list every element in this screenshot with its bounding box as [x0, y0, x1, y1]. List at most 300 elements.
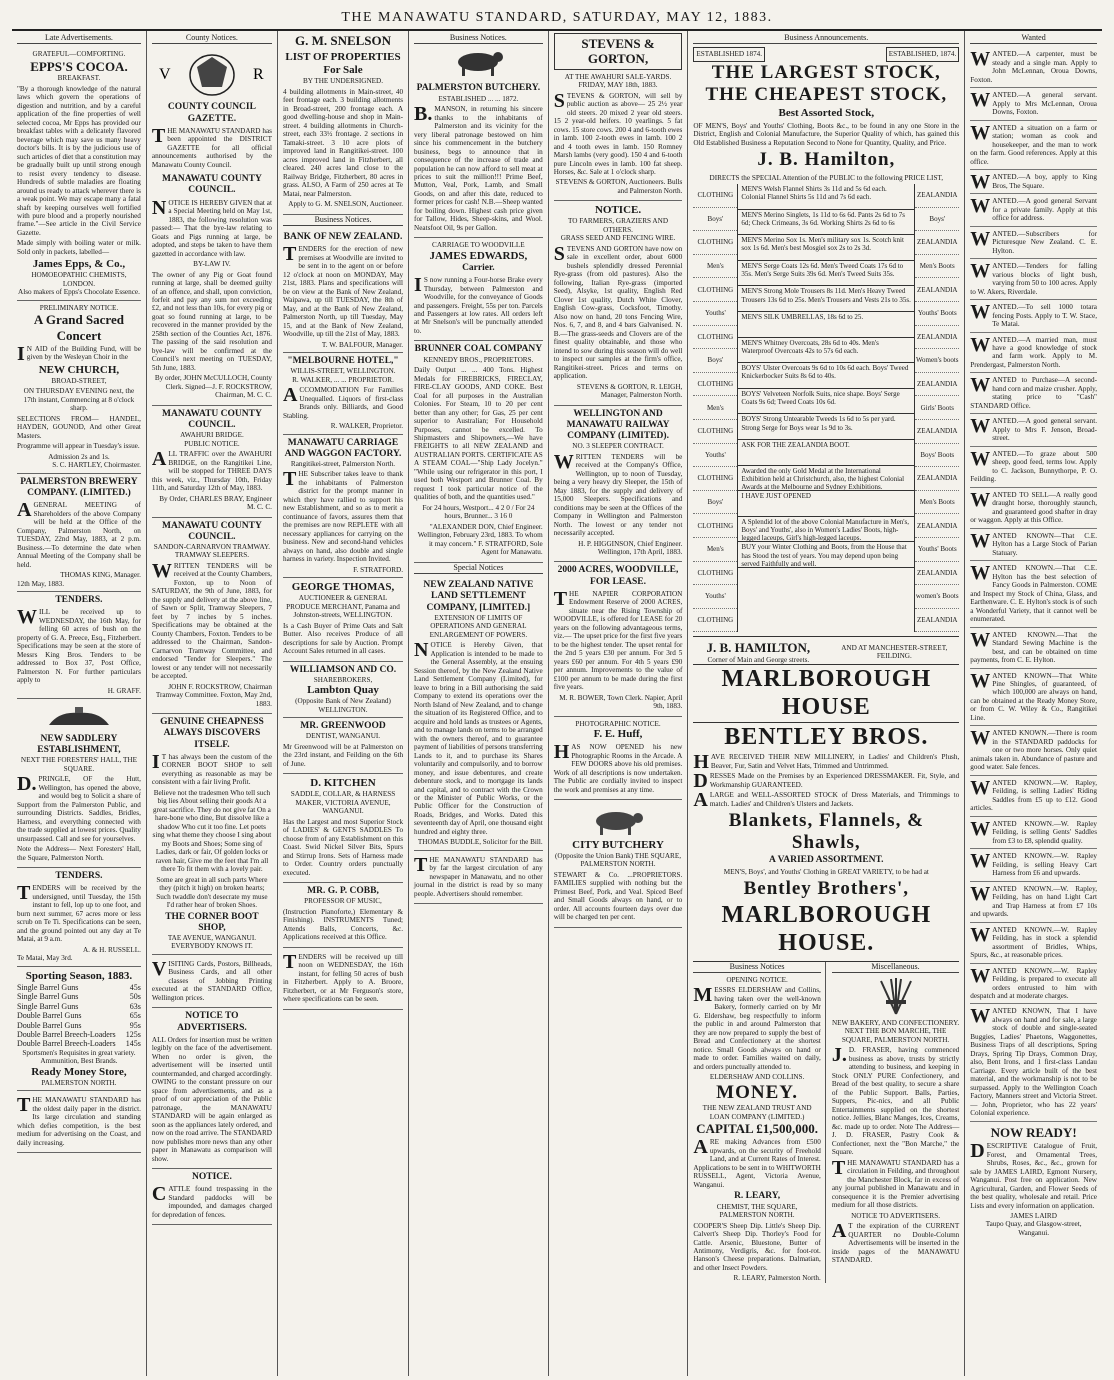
- sleepers-title: TRAMWAY SLEEPERS.: [174, 551, 249, 560]
- zealandia-label: ZEALANDIA: [915, 467, 959, 491]
- clothing-label: Youths': [693, 444, 737, 468]
- huff-photo-ad: [554, 717, 683, 800]
- zealandia-label: ZEALANDIA: [915, 514, 959, 538]
- properties-by: BY THE UNDERSIGNED.: [302, 77, 384, 86]
- wanted-item: WANTED.—To graze about 500 sheep, good feed, terms low. Apply to C. Jackson, Bunnythorpe, P. O. Feilding.: [970, 447, 1097, 488]
- bakery-title: NEW BAKERY, AND CONFECTIONERY.: [831, 1018, 960, 1027]
- tenders-body: WILL be received up to WEDNESDAY, the 16th May, for felling 60 acres of bush on the property of G. A. Preece, Esq., Fitzherbert. Specifications may be seen at the store of Messrs King Bros. Tenders to be addressed to Box 37, Post Office, Palmerston N. For further particulars apply to: [17, 606, 141, 685]
- gun-price: 65s: [129, 1011, 141, 1021]
- wanted-item: WANTED KNOWN.—W. Rapley, Feilding, has on hand Light Cart and Trap Harness at from £7 10s and upwards.: [970, 882, 1097, 923]
- gun-name: Double Barrel Breech-Loaders: [17, 1039, 116, 1049]
- woodville-carrier-ad: [414, 238, 543, 341]
- wanted-item: WANTED KNOWN.—That C.E. Hylton has the best selection of Fancy Goods in Palmerston. COME and Inspect my Stock of China, Glass, and Earthenware. C. E. Hylton's stock is of such a Wonderful Variety, that it cannot well be enumerated.: [970, 561, 1097, 627]
- column-stevens-gorton: [549, 31, 689, 1376]
- fraser-column: [832, 962, 959, 1283]
- city-butchery-ad: [554, 800, 683, 928]
- svg-text:R: R: [252, 66, 264, 84]
- established-right: ESTABLISHED, 1874.: [886, 47, 960, 61]
- trust-body: ARE making Advances from £500 upwards, on the security of Freehold Land, and at Current Rates of Interest. Applications to be sent in to WHITWORTH RUSSELL, Agent, Victoria Avenue, Wanganui.: [693, 1136, 821, 1189]
- column-heading: County Notices.: [152, 33, 272, 44]
- cheapness-body: IT has always been the custom of the CORNER BOOT SHOP to sell everything as reasonable as may be consistent with a fair living Profit.: [151, 750, 272, 787]
- carrier-title: Carrier.: [462, 262, 495, 273]
- carriage-title: MANAWATU CARRIAGE AND WAGGON FACTORY.: [284, 437, 402, 459]
- sporting-ammunition: Ammunition, Best Brands.: [40, 1057, 118, 1066]
- masthead: THE MANAWATU STANDARD, SATURDAY, MAY 12, 1883.: [12, 0, 1102, 31]
- concert-signature: S. C. HARTLEY, Choirmaster.: [52, 461, 141, 470]
- epps-kicker: GRATEFUL—COMFORTING.: [32, 50, 126, 59]
- melbourne-signature: R. WALKER, Proprietor.: [330, 422, 404, 431]
- large-stock-body: ALARGE and WELL-ASSORTED STOCK of Dress Materials, and Trimmings to match. Ladies' and Children's Ulsters and Jackets.: [693, 789, 960, 812]
- clothing-label: Youths': [693, 302, 737, 326]
- brewery-signature: THOMAS KING, Manager.: [60, 571, 141, 580]
- wanted-item: WANTED.—A boy, apply to King Bros, The Square.: [970, 171, 1097, 194]
- mcc-body: NOTICE IS HEREBY GIVEN that at a Special Meeting held on May 1st, 1883, the following resolution was passed:— That the bye-law relating to Goats and Pigs running at large, be adopted, and steps be taken to have them gazetted in accordance with law.: [151, 196, 272, 258]
- melbourne-hotel-ad: [283, 353, 403, 435]
- established-row: [693, 47, 959, 61]
- price-rows: [737, 184, 915, 632]
- gun-name: Double Barrel Guns: [17, 1020, 82, 1030]
- opening-body: MESSRS ELDERSHAW and Collins, having taken over the well-known Bakery, formerly carried on by Mr G. Eldershaw, beg respectfully to inform the public in and around Palmerston that they are now prepared to supply the best of Bread and Confectionery at the shortest notice. Small Goods always on hand or made to order. Families waited on daily, and orders punctually attended to.: [693, 984, 821, 1071]
- zealandia-label: Men's Boots: [915, 255, 959, 279]
- cattle-body: CATTLE found trespassing in the Standard paddocks will be impounded, and damages charged for depredation of fences.: [151, 1183, 272, 1219]
- price-row: MEN'S Merino Singlets, 1s 11d to 6s 6d. Pants 2s 6d to 7s 6d; Check Crimeans, 3s 6d. Working Shirts 2s 6d to 6s: [738, 210, 914, 236]
- mcc3-title: MANAWATU COUNTY COUNCIL.: [162, 520, 262, 542]
- brewery-ad: [17, 474, 141, 592]
- clothing-label: Men's: [693, 538, 737, 562]
- brunner-signature: "ALEXANDER DON, Chief Engineer. Wellington, February 23rd, 1883. To whom it may concern." F. STRATFORD, Sole Agent for Manawatu.: [417, 522, 543, 557]
- notice-title: NOTICE.: [594, 204, 642, 217]
- largest-stock: THE LARGEST STOCK,: [711, 61, 941, 83]
- native-body: NOTICE is Hereby Given, that Application is intended to be made to the General Assembly, at the ensuing Session thereof, by the New Zealand Native Land Settlement Company (Limited), for leave to bring in a Bill authorising the said Company to extend its operations over the North Island of New Zealand, and to change the situation of its Registered Office, and to acquire and hold lands as trustees or Agents, and to manage lands on terms to be arranged with the owners thereof, and to guarantee payment of liabilities of persons transferring Lands to it, and to purchase its Shares voluntarily and compulsorily, and to borrow money, and issue debentures, and create debenture stock, and to mortgage its lands and capital, and to contract with the Crown or the Minister of Public Works, or the Public Officer for the Construction of Roads, Bridges, and Works. Dated this seventeenth day of April, one thousand eight hundred and eighty three.: [414, 639, 543, 836]
- railway-title: WELLINGTON AND MANAWATU RAILWAY COMPANY (LIMITED).: [566, 408, 670, 441]
- palmerston-butchery-ad: [414, 80, 543, 238]
- lease-title: 2000 ACRES, WOODVILLE, FOR LEASE.: [557, 565, 679, 587]
- ox-illustration: [554, 806, 683, 836]
- clothing-label: CLOTHING: [693, 514, 737, 538]
- native-land-ad: [414, 577, 543, 851]
- gun-row: [17, 1011, 141, 1020]
- epps-firm: James Epps, & Co.,: [32, 258, 126, 271]
- jbh-name: J. B. HAMILTON,: [706, 640, 811, 656]
- city-location: (Opposite the Union Bank) THE SQUARE, PALMERSTON NORTH.: [555, 852, 682, 869]
- felling-tenders-ad: [283, 948, 403, 1010]
- leary-sub: CHEMIST, THE SQUARE, PALMERSTON NORTH.: [716, 1202, 798, 1220]
- wanted-item: WANTED.—A married man, must have a good knowledge of stock and farm work. Apply to M. Prendergast, Palmerston North.: [970, 333, 1097, 374]
- established-left: ESTABLISHED 1874.: [693, 47, 765, 61]
- grass-seed-ad: [554, 201, 683, 405]
- thomas-title: GEORGE THOMAS,: [291, 581, 395, 594]
- clothing-label: CLOTHING: [693, 609, 737, 633]
- wanted-item: WANTED.—A good general Servant for a private family. Apply at this office for address.: [970, 194, 1097, 226]
- price-row: I HAVE JUST OPENED: [738, 491, 914, 517]
- clothing-label: Youths': [693, 585, 737, 609]
- properties-signature: Apply to G. M. SNELSON, Auctioneer.: [288, 200, 404, 209]
- mcc-signature: By order, JOHN McCULLOCH, County Clerk. Signed—J. F. ROCKSTROW, Chairman, M. C. C.: [154, 374, 272, 400]
- royal-crest-illustration: [152, 47, 272, 99]
- directs: DIRECTS the SPECIAL Attention of the PUBLIC to the following PRICE LIST,: [709, 173, 944, 182]
- zealandia-labels: [915, 184, 959, 632]
- tenders2-body: TENDERS will be received by the undersigned, until Tuesday, the 15th instant to fell, lop up to one foot, and burn next summer, 67 acres more or less scrub on Te Ti. Specifications can be seen, and the ground pointed out any day at Te Matai, at 9 a.m.: [17, 882, 141, 944]
- thomas-sub: AUCTIONEER & GENERAL PRODUCE MERCHANT, Panama and Johnston-streets, WELLINGTON.: [286, 594, 400, 620]
- native-extension: EXTENSION OF LIMITS OF OPERATIONS AND GENERAL ENLARGEMENT OF POWERS.: [429, 613, 528, 639]
- williamson-sub: SHAREBROKERS,: [313, 675, 373, 684]
- boot-poem: Believe not the tradesmen Who tell such big lies About selling their goods At a great sacrifice. They do not give fat On a hare-bone who dine, But dissolve like a shadow Who cut it too fine. Let poets sing what theme they choose I sing about my Boots and Shoes; Some sing of Ladies, dark or fair, Of golden locks or raven hair, Give me the feet that I'm all there To fit them with a lovely pair.: [152, 788, 272, 874]
- price-row: Awarded the only Gold Medal at the International Exhibition held at Christchurch, also, the highest Colonial Awards at the Melbourne and Sydney Exhibitions.: [738, 466, 914, 492]
- grass-signature: STEVENS & GORTON, R. LEIGH, Manager, Palmerston North.: [576, 382, 683, 400]
- wanted-item: WANTED KNOWN.—W. Rapley Feilding, has in stock a splendid assortment of Bridles, Whips, Spurs, &c., at reasonable prices.: [970, 923, 1097, 964]
- leary-title: R. LEARY,: [734, 1191, 781, 1202]
- gun-price: 50s: [129, 992, 141, 1002]
- brewery-body: AGENERAL MEETING of Shareholders of the above Company will be held at the Office of the Company, Palmerston North, on TUESDAY, 22nd May, 1883, at 2 p.m. Business.—To determine the date when Annual Meeting of the Company shall be held.: [17, 499, 141, 569]
- notice-to-advertisers: [152, 1008, 272, 1169]
- bentley-body: HAVE RECEIVED THEIR NEW MILLINERY, in Ladies' and Children's Plush, Beaver, Fur, Satin and Velvet Hats, Trimmed and Untrimmed.: [693, 751, 960, 774]
- wanted-item: WANTED KNOWN.—That the Standard Sewing Machine is the best, and can be obtained on time payments, from C. E. Hylton.: [970, 628, 1097, 669]
- butchery-title: PALMERSTON BUTCHERY.: [416, 83, 541, 94]
- greenwood-sub: DENTIST, WANGANUI.: [305, 732, 381, 741]
- lambton-title: Lambton Quay: [307, 684, 379, 697]
- leary-body: COOPER'S Sheep Dip. Little's Sheep Dip. Calvert's Sheep Dip. Thorley's Food for Cattle. Arsenic, Bluestone, Butter of Antimony, Verdigris, &c. for foot-rot. Hanson's Cheese preparations. Dalmatian, and other Insect Powders.: [693, 1221, 821, 1272]
- zealandia-label: women's Boots: [915, 585, 959, 609]
- grass-body: STEVENS AND GORTON have now on sale in excellent order, about 6000 bushels splendidly dressed Perennial Rye-grass (from old pastures). Also the following, Italian Rye-grass (imported Seed), Alsyke, 1st quality, English Red Clover 1st quality, Dutch White Clover, English Cow-grass, Cocksfoot, Timothy. Also now on hand, 20 tons Fencing Wire, Nos. 6, 7, and 8, and 4 bars Galvanised. N. B.—The grass-seeds and Clovers are of the finest quality obtainable, and those who intend to sow during this season will do well to inspect our samples at the firm's office, Rangitikei-street. Prices and terms on application.: [553, 242, 683, 381]
- kitchen-sub: SADDLE, COLLAR, & HARNESS MAKER, VICTORIA AVENUE, WANGANUI.: [290, 790, 396, 816]
- column-late-advertisements: [12, 31, 147, 1376]
- concert-admission: Admission 2s and 1s.: [48, 452, 110, 461]
- gun-row: [17, 1030, 141, 1039]
- wanted-item: WANTED to Purchase—A second-hand corn and maize crusher. Apply, stating price to "Cash" STANDARD Office.: [970, 373, 1097, 414]
- woodville-title: CARRIAGE TO WOODVILLE: [432, 241, 525, 250]
- saddlery-body: D.PRINGLE, OF the Hutt, Wellington, has opened the above, and would beg to Solicit a share of Support from the Palmerston Public, and surrounding Districts. Saddles, Bridles, Harness, and everything connected with the trade supplied at lowest prices. Quality unsurpassed. Call and see for yourselves.: [17, 773, 141, 843]
- epps-firm2: HOMOEOPATHIC CHEMISTS, LONDON.: [31, 271, 127, 288]
- gun-row: [17, 992, 141, 1001]
- feilding-circulation: THE MANAWATU STANDARD has a circulation in Feilding, and throughout the Manchester Block, far in excess of any journal published in Manawatu and in consequence it is the Premier advertising medium for all those districts.: [831, 1156, 960, 1210]
- zealandia-label: ZEALANDIA: [915, 420, 959, 444]
- railway-contract: NO. 3 SLEEPER CONTRACT.: [572, 442, 664, 451]
- butchery-established: ESTABLISHED ... ... 1872.: [438, 94, 519, 103]
- column-wanted: [965, 31, 1102, 1376]
- jbh-footer: [693, 636, 959, 664]
- clothing-label: Men's: [693, 396, 737, 420]
- zealandia-label: Girls' Boots: [915, 396, 959, 420]
- awahuri-sale-ad: [554, 70, 683, 202]
- tenders2-ad: [17, 868, 141, 967]
- sporting-title: Sporting Season, 1883.: [25, 969, 133, 982]
- wanted-item: WANTED KNOWN.—W. Rapley, Feilding, is selling Ladies' Riding Saddles from £5 up to £12. Good articles.: [970, 776, 1097, 817]
- railway-body: WRITTEN TENDERS will be received at the Company's Office, Wellington, up to noon of Tuesday, being a very heavy dry Sleeper, the 15th of May 1883, for the supply and delivery of 15,000 Sleepers. Specifications and conditions may be seen at the Offices of the Company in Wellington and Palmerston North. The lowest or any tender not necessarily accepted.: [553, 450, 683, 538]
- ready-money-store-location: PALMERSTON NORTH.: [41, 1078, 117, 1087]
- bottom-sub-columns: [693, 961, 959, 1283]
- brewery-title: PALMERSTON BREWERY COMPANY. (LIMITED.): [20, 476, 138, 498]
- williamson-title: WILLIAMSON AND CO.: [289, 664, 397, 675]
- standard-readership-body: THE MANAWATU STANDARD has by far the largest circulation of any newspaper in Manawatu, and no other journal in the district is read by so many people. Advertisers should remember.: [414, 853, 543, 898]
- nz-trust: THE NEW ZEALAND TRUST AND LOAN COMPANY (LIMITED.): [702, 1104, 812, 1121]
- felling-tenders-body: TENDERS will be received up till noon on WEDNESDAY, the 16th instant, for felling 50 acres of bush in Fitzherbert. Apply to A. Broore, Fitzherbert, or at Mr Ferguson's store, where specifications can be seen.: [282, 950, 404, 1004]
- zealandia-label: Boys' Boots: [915, 444, 959, 468]
- price-list-table: [693, 184, 959, 632]
- varied-assortment: A VARIED ASSORTMENT.: [769, 854, 884, 865]
- cheapest-stock: THE CHEAPEST STOCK,: [705, 84, 948, 106]
- visiting-cards-body: VISITING Cards, Postors, Billheads, Business Cards, and all other classes of Jobbing Printing executed at the STANDARD Office, Wellington prices.: [151, 957, 272, 1002]
- price-row: MEN'S Merino Sox 1s. Men's military sox 1s. Scotch knit sox 1s 6d. Men's best Mosgiel sox 2s to 2s 3d.: [738, 235, 914, 261]
- price-row: MEN'S Serge Coats 12s 6d. Men's Tweed Coats 17s 6d to 35s. Men's Serge Suits 39s 6d. Men's Tweed Suits 35s.: [738, 261, 914, 287]
- blankets-title: Blankets, Flannels, & Shawls,: [728, 809, 924, 854]
- cobb-sub: PROFESSOR OF MUSIC,: [304, 897, 382, 906]
- best-assorted: Best Assorted Stock,: [778, 106, 875, 119]
- zealandia-label: ZEALANDIA: [915, 184, 959, 208]
- opening-title: OPENING NOTICE.: [726, 975, 788, 984]
- concert-street: BROAD-STREET,: [51, 376, 107, 385]
- wanted-item: WANTED.—A good general servant. Apply to Mrs F. Jenson, Broad-street.: [970, 414, 1097, 446]
- advertisers-body-2: AT the expiration of the CURRENT QUARTER no Double-Column Advertisements will be inserted in the inside pages of the MANAWATU STANDARD.: [831, 1220, 960, 1265]
- woodville-lease-ad: [554, 562, 683, 716]
- business-notices-heading: Business Notices: [693, 962, 820, 973]
- column-business-notices: [409, 31, 549, 1376]
- melbourne-title: "MELBOURNE HOTEL,": [287, 355, 399, 366]
- wanted-item: WANTED.—To sell 1000 totara fencing Posts. Apply to T. W. Stace, Te Matai.: [970, 300, 1097, 332]
- corner-boot-shop-ad: [152, 714, 272, 955]
- tramway-body: WRITTEN TENDERS will be received at the County Chambers, Foxton, up to Noon of SATURDAY, the 9th of June, 1883, for the supply and delivery at the above line, of Sawn or Split, Tramway Sleepers, 7 feet by 7 inches by 5 inches. Specifications may be obtained at the County Chambers, Foxton. Tenders to be addressed to the Chairman, Sandon-Carnarvon Tramway Committee, and endorsed "Tender for Sleepers." The lowest or any tender will not necessarily be accepted.: [151, 559, 272, 681]
- gun-row: [17, 1039, 141, 1048]
- awahuri-body: ALL TRAFFIC over the AWAHURI BRIDGE, on the Rangitikei Line, will be stopped for THREE DAYS this week, viz., Thursday 10th, Friday 11th, and Saturday 12th of May, 1883.: [151, 448, 272, 493]
- ready-money-store-title: Ready Money Store,: [31, 1065, 127, 1078]
- column-heading: Late Advertisements.: [17, 33, 141, 44]
- clothing-label: CLOTHING: [693, 420, 737, 444]
- cobb-title: MR. G. P. COBB,: [307, 886, 379, 897]
- concert-body: IN AID of the Building Fund, will be given by the Wesleyan Choir in the: [17, 342, 141, 365]
- price-row: ASK FOR THE ZEALANDIA BOOT.: [738, 440, 914, 466]
- concert-when: ON THURSDAY EVENING next, the 17th instant, Commencing at 8 o'clock sharp.: [23, 387, 135, 413]
- sale-signature: STEVENS & GORTON, Auctioneers. Bulls and Palmerston North.: [555, 178, 683, 195]
- saddlery-location: NEXT THE FORESTERS' HALL, THE SQUARE.: [20, 756, 137, 773]
- wanted-item: WANTED.—Tenders for falling various blocks of light bush, varying from 50 to 100 acres. Apply to W. Akers, Riverdale.: [970, 259, 1097, 300]
- huff-body: HAS NOW OPENED his new Photographic Rooms in the Arcade. A FEW DOORS above his old premises. Work of all descriptions is now undertaken. The Public are cordially invited to inspect the work and premises at any time.: [553, 741, 683, 794]
- farmers-title: TO FARMERS, GRAZIERS AND OTHERS.: [568, 217, 669, 234]
- price-row: MEN'S Welsh Flannel Shirts 3s 11d and 5s 6d each. Colonial Flannel Shirts 5s 11d and 7s 6d each.: [738, 184, 914, 210]
- brunner-coal-ad: [414, 341, 543, 562]
- visiting-cards-ad: [152, 955, 272, 1008]
- properties-title: LIST OF PROPERTIES For Sale: [285, 51, 401, 77]
- tenders-title: TENDERS.: [55, 595, 103, 606]
- clothing-label: CLOTHING: [693, 184, 737, 208]
- wanted-list: [970, 47, 1097, 1121]
- epps-also: Also makers of Epps's Chocolate Essence.: [18, 288, 140, 297]
- gun-name: Single Barrel Guns: [17, 992, 79, 1002]
- kitchen-ad: [283, 774, 403, 883]
- wheatsheaf-illustration: [832, 976, 959, 1016]
- wanted-item: WANTED KNOWN, That I have always on hand and for sale, a large stock of double and single-seated Buggies, Ladies' Phaetons, Waggonettes, Business Traps of all descriptions, Spring Drays, Spring Tip Drays, Common Dray, also, Bent Irons, and 1 first-class Landau Carriage. Every article built of the best material, and the workmanship is not to be surpassed. Apply to the Wellington Coach Factory, Manners street and Victoria Street. — John, Proprietor, who has 22 years' Colonial experience.: [970, 1004, 1097, 1121]
- awahuri-bridge-notice: [152, 406, 272, 518]
- opening-signature: ELDERSHAW AND COLLINS.: [709, 1073, 805, 1082]
- jbh-and: AND AT MANCHESTER-STREET, FEILDING.: [841, 643, 948, 661]
- marlborough-title: MARLBOROUGH HOUSE: [693, 664, 959, 723]
- bnz-body: TENDERS for the erection of new premises at Woodville are invited to be sent in to the agent on or before 12 o'clock at noon on MONDAY, May 21st, 1883. Plans and specifications will be on view at the Bank of New Zealand, Waipawa, up till TUESDAY, the 8th of May, and at the Bank of New Zealand, Palmerston North, up till Tuesday, May 15, and at the Bank of New Zealand, Woodville, up till the 21st of May, 1883.: [282, 243, 404, 339]
- bentley-title: BENTLEY BROS.: [724, 723, 929, 750]
- bentley-brothers: Bentley Brothers',: [743, 878, 910, 900]
- mcc2-title: MANAWATU COUNTY COUNCIL.: [162, 408, 262, 431]
- wanted-item: WANTED a situation on a farm or station; woman as cook and housekeeper, and the man to work on the farm. Good references. Apply at this office.: [970, 121, 1097, 170]
- bull-illustration: [414, 47, 543, 77]
- column-heading: Wanted: [970, 33, 1097, 44]
- clothing-label: Boys': [693, 491, 737, 515]
- gun-price: 63s: [129, 1001, 141, 1011]
- column-business-announcements: [688, 31, 965, 1376]
- gun-price: 95s: [129, 1020, 141, 1030]
- gun-row: [17, 983, 141, 992]
- zealandia-label: Youths' Boots: [915, 302, 959, 326]
- williamson-ad: [283, 662, 403, 719]
- brewery-date: 12th May, 1883.: [17, 579, 65, 588]
- miscellaneous-heading: Miscellaneous.: [832, 962, 959, 973]
- public-notice: PUBLIC NOTICE.: [184, 439, 240, 448]
- wanted-item: WANTED KNOWN.—W. Rapley Feilding, is selling Gents' Saddles from £3 to £8, splendid quality.: [970, 817, 1097, 849]
- stock-body: OF MEN'S, Boys' and Youths' Clothing, Boots &c., to be found in any one Store in the District, English and Colonial Manufacture, the Superior Quality of which, has gained this Old Established Business a Reputation Second to None for Quantity, Quality, and Price.: [693, 121, 960, 147]
- corner-tagline: EVERYBODY KNOWS IT.: [171, 942, 253, 951]
- clothing-label: Boys': [693, 349, 737, 373]
- kitchen-title: D. KITCHEN: [310, 777, 376, 790]
- photo-title: PHOTOGRAPHIC NOTICE.: [575, 719, 661, 728]
- gazette-title: COUNTY COUNCIL GAZETTE.: [167, 102, 256, 124]
- column-heading: Business Announcements.: [693, 33, 959, 44]
- gun-name: Single Barrel Guns: [17, 1001, 79, 1011]
- svg-text:V: V: [158, 66, 171, 84]
- melbourne-proprietor: R. WALKER, ... ... PROPRIETOR.: [292, 375, 394, 384]
- clothing-label: CLOTHING: [693, 373, 737, 397]
- clothing-label: Boys': [693, 208, 737, 232]
- epps-body: "By a thorough knowledge of the natural laws which govern the operations of digestion and nutrition, and by a careful application of the fine properties of well selected cocoa, Mr Epps has provided our breakfast tables with a delicately flavored beverage which may save us many heavy doctor's bills. It is by the judicious use of such articles of diet that a constitution may be gradually built up until strong enough to resist every tendency to disease. Hundreds of subtle maladies are floating around us ready to attack wherever there is a weak point. We may escape many a fatal shaft by keeping ourselves well fortified with pure blood and a properly nourished frame."—See article in the Civil Service Gazette.: [17, 84, 141, 237]
- leary-signature: R. LEARY, Palmerston North.: [733, 1274, 821, 1283]
- carriage-location: Rangitikei-street, Palmerston North.: [290, 459, 396, 468]
- price-row: MEN'S Whitney Overcoats, 28s 6d to 40s. Men's Waterproof Overcoats 42s to 57s 6d each.: [738, 338, 914, 364]
- sale-date: FRIDAY, MAY 18th, 1883.: [578, 81, 658, 90]
- tenders2-date: Te Matai, May 3rd.: [17, 954, 73, 963]
- special-notices-heading: Special Notices: [414, 563, 543, 574]
- tenders-signature: H. GRAFF.: [107, 686, 141, 695]
- tenders2-title: TENDERS.: [55, 871, 103, 882]
- snelson-name: G. M. SNELSON: [294, 33, 392, 48]
- clothing-label: CLOTHING: [693, 326, 737, 350]
- zealandia-label: Youths' Boots: [915, 538, 959, 562]
- lambton-sub: (Opposite Bank of New Zealand) WELLINGTON.: [295, 697, 391, 714]
- marlborough-house-2: MARLBOROUGH HOUSE.: [721, 901, 932, 957]
- corner-location: TAE AVENUE, WANGANUI.: [167, 933, 257, 942]
- lease-body: THE NAPIER CORPORATION Endowment Reserve of 2000 ACRES, situate near the Rising Township of WOODVILLE, is offered for LEASE for 20 years on the following advantageous terms, viz.— The upset price for the first five years to be the highest tender. The upset rental for the 2nd 5 years £30 per annum. For 3rd 5 years £60 per annum. For 4th 5 years £90 per annum. Improvements to the value of £100 per annum to be made during the first five years.: [553, 587, 683, 692]
- butchery-body: B.MANSON, in returning his sincere thanks to the inhabitants of Palmerston and its vicinity for the very liberal patronage bestowed on him since his commencement in the butchery business, begs to announce that in consequence of the increase of trade and population he can now afford to sell meat at prices to suit the million!!! Prime Beef, Mutton, Veal, Pork, Lamb, and Small Goods, on and after this date, reduced to former prices for cash! N.B.—Sheep wanted for boiling down. Highest cash price given for Tallow, Hides, Sheep-skins, and Wool. Neatsfoot Oil, 9s per Gallon.: [414, 103, 543, 232]
- wanted-item: WANTED KNOWN.—W. Rapley Feilding, is prepared to execute all orders entrusted to him with despatch and at moderate charges.: [970, 964, 1097, 1005]
- wanted-item: WANTED KNOWN—That White Pine Shingles, of guaranteed, of which 100,000 are always on hand, can be obtained at the Ready Money Store, or from C. W. Wiley & Co., Rangitikei Line.: [970, 669, 1097, 727]
- epps-made: Made simply with boiling water or milk. Sold only in packets, labelled—: [17, 239, 141, 256]
- clothing-label: Men's: [693, 255, 737, 279]
- awahuri-title: AWAHURI BRIDGE.: [180, 431, 244, 440]
- laird-body: DESCRIPTIVE Catalogue of Fruit, Forest, and Ornamental Trees, Shrubs, Roses, &c., &c., grown for sale by JAMES LAIRD, Egmont Nursery, Wanganui. Post free on application. New Agricultural, Garden, and Flower Seeds of the best quality, wholesale and retail. Price Lists and every information on application.: [970, 1140, 1097, 1210]
- advertisers-body: ALL Orders for insertion must be written legibly on the face of the advertisement. When no order is given, the advertisement will be inserted until countermanded, and charged accordingly. OWING to the constant pressure on our space from advertisements, and as a proof of our appreciation of the Public patronage, the MANAWATU STANDARD will be again enlarged as soon as the appliances lately ordered, and now on the road arrive. The STANDARD now publishes more news than any other paper in Manawatu as comparison will show.: [151, 1035, 272, 1163]
- standard-readership-ad: [414, 851, 543, 904]
- corner-title: THE CORNER BOOT SHOP,: [165, 911, 259, 933]
- brunner-sub: KENNEDY BROS., PROPRIETORS.: [423, 355, 534, 364]
- sale-yards: AT THE AWAHURI SALE-YARDS.: [564, 72, 672, 81]
- standard-circulation-body: THE MANAWATU STANDARD has the oldest daily paper in the district. Its large circulation and standing which defies competition, is the best medium for advertising on the Coast, and daily increasing.: [17, 1094, 141, 1147]
- concert-selections: SELECTIONS FROM— HANDEL, HAYDEN, GOUNOD, And other Great Masters.: [17, 414, 141, 440]
- column-county-notices: [147, 31, 278, 1376]
- notice-title: NOTICE.: [192, 1171, 232, 1182]
- edwards-body: IS now running a Four-horse Brake every Thursday, between Palmerston and Woodville, for the conveyance of Goods and passengers. Freight, 55s per ton. Parcels and Passengers at low rates. All orders left at Mr Snelson's will be punctually attended to.: [414, 274, 543, 335]
- cobb-ad: [283, 883, 403, 948]
- brunner-tonnage: For 24 hours, Westport... 4 2 0 / For 24 hours, Brunner... 3 16 0: [422, 503, 535, 521]
- tramway-signature: JOHN F. ROCKSTROW, Chairman Tramway Committee. Foxton, May 2nd, 1883.: [155, 682, 272, 708]
- tramway-notice: [152, 518, 272, 715]
- laird-signature: JAMES LAIRD: [1010, 1211, 1057, 1220]
- tenders2-signature: A. & H. RUSSELL.: [82, 945, 141, 954]
- column-snelson: [278, 31, 409, 1376]
- laird-location: Taupo Quay, and Glasgow-street, Wanganui.: [985, 1220, 1082, 1237]
- price-row: BOYS' Velveteen Norfolk Suits, nice shape. Boys' Serge Coats 9s 6d; Tweed Coats 10s 6d.: [738, 389, 914, 415]
- carriage-signature: F. STRATFORD.: [353, 565, 404, 574]
- clothing-labels: [693, 184, 737, 632]
- melbourne-location: WILLIS-STREET, WELLINGTON.: [290, 367, 396, 376]
- zealandia-label: Women's boots: [915, 349, 959, 373]
- greenwood-title: MR. GREENWOOD: [300, 721, 386, 732]
- tenders-ad: [17, 592, 141, 699]
- native-land-title: NEW ZEALAND NATIVE LAND SETTLEMENT COMPANY, [LIMITED.]: [423, 580, 534, 613]
- wanted-item: WANTED TO SELL—A really good draught horse, thoroughly staunch, and guaranteed good shafter in dray or waggon. Apply at this Office.: [970, 488, 1097, 529]
- clothing-label: CLOTHING: [693, 467, 737, 491]
- brunner-body: Daily Output ... ... 400 Tons. Highest Medals for FIREBRICKS, FIRECLAY, FIRE-CLAY GOODS, AND COKE. Best Coal for all purposes in the Australian Colonies. For Steam, 10 to 20 per cent better than any other; for Gas, 25 per cent superior to Australian; For Household Purposes, cannot be excelled. To Shipmasters and Shipowners,—We have FREIGHTS to all NEW ZEALAND and AUSTRALIAN PORTS. CERTIFICATE AS A STEAM COAL—"Ship Lady Jocelyn." "While using our refrigerator in this port, I used both Westport and Brunner Coal. By request I took particular notice of the qualities of both, and the quantities used.": [414, 366, 543, 502]
- zealandia-label: Men's Boots: [915, 491, 959, 515]
- city-title: CITY BUTCHERY: [572, 839, 664, 852]
- bylaw-title: BY-LAW IV.: [193, 260, 231, 269]
- column-heading: Business Notices.: [414, 33, 543, 44]
- greenwood-ad: [283, 718, 403, 774]
- prelim-notice: PRELIMINARY NOTICE.: [39, 303, 119, 312]
- cattle-notice: [152, 1169, 272, 1225]
- railway-ad: [554, 406, 683, 563]
- money-title: MONEY.: [716, 1081, 798, 1103]
- lease-signature: M. R. BOWER, Town Clerk. Napier, April 9th, 1883.: [559, 693, 683, 711]
- advertisers-title-2: NOTICE TO ADVERTISERS.: [851, 1211, 941, 1220]
- gun-name: Double Barrel Guns: [17, 1011, 82, 1021]
- wanted-item: WANTED.—A carpenter, must be steady and a single man. Apply to John McLennan, Oroua Downs, Foxton.: [970, 47, 1097, 88]
- bnz-signature: T. W. BALFOUR, Manager.: [321, 340, 404, 349]
- zealandia-label: ZEALANDIA: [915, 373, 959, 397]
- city-body: STEWART & Co. ...PROPRIETORS. FAMILIES supplied with nothing but the Primest Beef, Pork, and Veal. Spiced Beef and Small Goods always on hand, or to order. All accounts fourteen days over due will be charged ten per cent.: [553, 870, 683, 922]
- dresses-body: DRESSES Made on the Premises by an Experienced DRESSMAKER. Fit, Style, and Workmanship GUARANTEED.: [693, 770, 960, 793]
- clothing-label: CLOTHING: [693, 562, 737, 586]
- thomas-body: Is a Cash Buyer of Prime Oats and Salt Butter. Also receives Produce of all descriptions for sale by Auction. Prompt Account Sales returned in all cases.: [282, 621, 404, 656]
- zealandia-label: ZEALANDIA: [915, 326, 959, 350]
- sporting-requisites: Sportsmen's Requisites in great variety.: [22, 1048, 136, 1057]
- gun-price: 145s: [125, 1039, 141, 1049]
- price-row: BOYS' Ulster Overcoats 9s 6d to 10s 6d each. Boys' Tweed Knickerbocker Suits 8s 6d to 40s.: [738, 363, 914, 389]
- gun-name: Single Barrel Guns: [17, 982, 79, 992]
- kitchen-body: Has the Largest and most Superior Stock of LADIES' & GENTS SADDLES To choose from of any Establishment on this Coast. Swid Nickel Silver Bits, Spurs and Stirrup Irons. Sets of Harness made to Order. Country orders punctually executed.: [282, 817, 404, 877]
- clothing-label: CLOTHING: [693, 231, 737, 255]
- epps-title: EPPS'S COCOA.: [30, 58, 128, 74]
- price-row: BUY your Winter Clothing and Boots, from the House that has Stood the test of years. You may depend upon being served Faithfully and well.: [738, 542, 914, 568]
- jbh-corner: Corner of Main and George streets.: [707, 655, 810, 664]
- hamilton-title: J. B. Hamilton,: [757, 149, 896, 171]
- concert-title: A Grand Sacred Concert: [33, 312, 124, 343]
- price-row: A Splendid lot of the above Colonial Manufacture in Men's, Boys' and Youths', also in Women's Ladies' Boots, high-legged laceups, Girl's high-legged laceups.: [738, 517, 914, 543]
- zealandia-label: ZEALANDIA: [915, 562, 959, 586]
- wanted-item: WANTED KNOWN—That C.E. Hylton has a Large Stock of Parian Statuary.: [970, 529, 1097, 561]
- greenwood-body: Mr Greenwood will be at Palmerston on the 23rd instant, and Feilding on the 6th of June.: [282, 742, 404, 768]
- standard-circulation-ad: [17, 1091, 141, 1153]
- concert-ad: [17, 301, 141, 474]
- edwards-title: JAMES EDWARDS,: [429, 249, 528, 262]
- wanted-item: WANTED KNOWN.—There is room in the STANDARD paddocks for one or two more horses. Only quiet animals taken in. Abundance of pasture and good water. Sale fences.: [970, 726, 1097, 775]
- sporting-ad: [17, 967, 141, 1091]
- mcc-title: MANAWATU COUNTY COUNCIL.: [162, 174, 262, 196]
- gun-row: [17, 1002, 141, 1011]
- gun-price: 45s: [129, 982, 141, 992]
